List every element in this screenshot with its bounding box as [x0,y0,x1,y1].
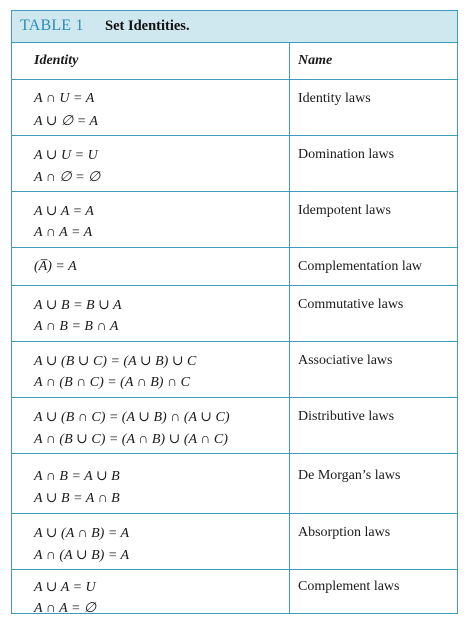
identity-equation: A ∪ (B ∩ C) = (A ∪ B) ∩ (A ∪ C) [34,410,230,425]
law-name: Idempotent laws [298,203,391,218]
table-row [12,570,457,616]
identity-equation: A ∩ B = A ∪ B [34,469,120,484]
identity-equation: A ∩ (B ∪ C) = (A ∩ B) ∪ (A ∩ C) [34,432,228,447]
identity-equation: A ∪ (A ∩ B) = A [34,526,130,541]
table-row [12,454,457,514]
table-row [12,342,457,398]
identity-equation: A ∪ B = A ∩ B [34,491,120,506]
table-row [12,514,457,570]
identity-equation: A ∪ ∅ = A [34,114,98,129]
law-name: Identity laws [298,91,371,106]
set-identities-table [11,10,458,614]
law-name: Domination laws [298,147,395,162]
identity-equation: (A̅) = A [34,259,77,274]
law-name: De Morgan’s laws [298,468,401,483]
table-row [12,80,457,136]
table-label: TABLE 1 [20,17,84,34]
identity-equation: A ∪ A = A [34,204,94,219]
law-name: Associative laws [298,353,393,368]
identity-equation: A ∩ U = A [34,91,95,106]
identity-equation: A ∩ (A ∪ B) = A [34,548,130,563]
table-row [12,286,457,342]
table-title-bar [12,11,457,43]
identity-equation: A ∩ (B ∩ C) = (A ∩ B) ∩ C [34,375,190,390]
table-title: Set Identities. [105,18,190,34]
table-header-row [12,43,457,80]
identity-equation: A ∪ B = B ∪ A [34,298,122,313]
law-name: Distributive laws [298,409,395,424]
identity-equation: A ∪ (B ∪ C) = (A ∪ B) ∪ C [34,354,197,369]
table-row [12,248,457,286]
identity-equation: A ∩ A = ∅ [34,601,97,616]
law-name: Complement laws [298,579,400,594]
identity-equation: A ∩ ∅ = ∅ [34,170,101,185]
table-row [12,398,457,454]
law-name: Complementation law [298,259,423,274]
identity-equation: A ∩ B = B ∩ A [34,319,119,334]
identity-equation: A ∪ U = U [34,148,98,163]
law-name: Absorption laws [298,525,391,540]
column-header-identity: Identity [34,53,79,68]
table-row [12,136,457,192]
law-name: Commutative laws [298,297,404,312]
identity-equation: A ∪ A = U [34,580,96,595]
column-header-name: Name [298,53,333,68]
identity-equation: A ∩ A = A [34,225,93,240]
table-row [12,192,457,248]
